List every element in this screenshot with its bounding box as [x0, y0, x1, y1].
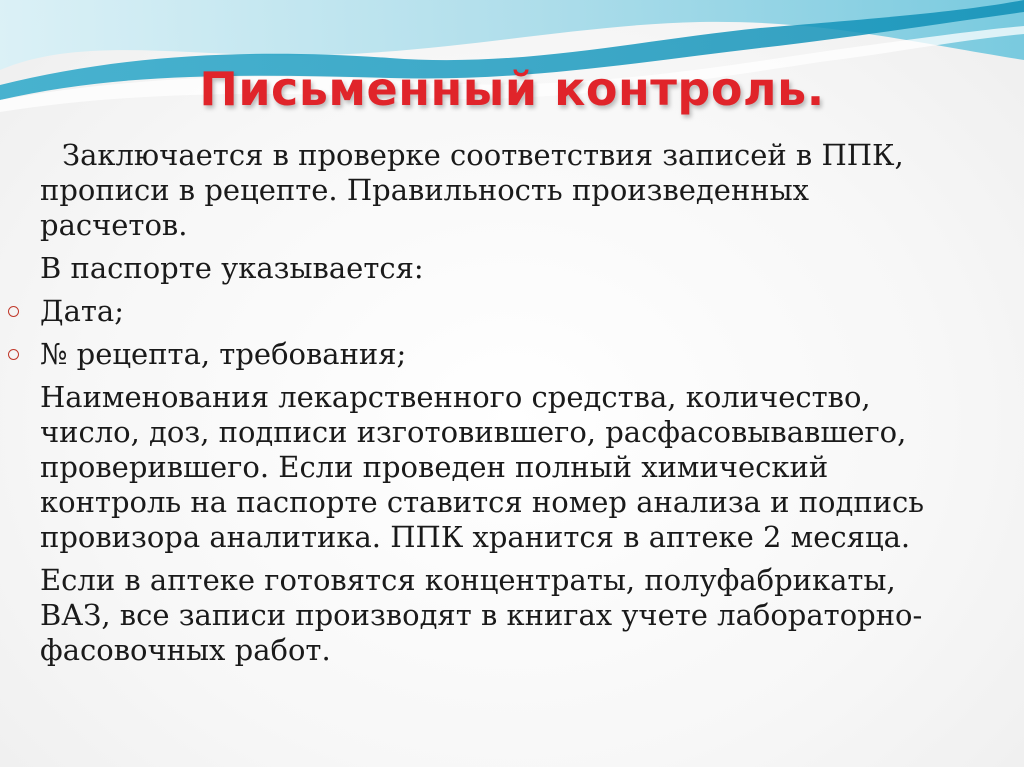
paragraph-passport [40, 251, 984, 286]
paragraph-intro [40, 138, 984, 243]
bullet-text: Дата; [40, 294, 124, 328]
text-line: Заключается в проверке соответствия записей в ППК, [62, 138, 904, 172]
paragraph-concentrates [40, 563, 984, 668]
circle-bullet-icon [8, 349, 19, 360]
text-line: Если в аптеке готовятся концентраты, полуфабрикаты, [40, 563, 896, 597]
bullet-text: № рецепта, требования; [40, 337, 407, 371]
text-line: провизора аналитика. ППК хранится в аптеке 2 месяца. [40, 520, 911, 554]
text-line: число, доз, подписи изготовившего, расфасовывавшего, [40, 415, 907, 449]
text-line: Наименования лекарственного средства, количество, [40, 380, 871, 414]
slide-title: Письменный контроль. [199, 62, 825, 116]
bullet-item-recipe [40, 337, 984, 372]
text-line: В паспорте указывается: [40, 251, 424, 285]
text-line: проверившего. Если проведен полный химический [40, 450, 829, 484]
slide-body [0, 138, 1024, 676]
bullet-item-date [40, 294, 984, 329]
text-line: фасовочных работ. [40, 633, 331, 667]
paragraph-names [40, 380, 984, 555]
text-line: прописи в рецепте. Правильность произведенных [40, 173, 810, 207]
text-line: расчетов. [40, 208, 188, 242]
text-line: контроль на паспорте ставится номер анализа и подпись [40, 485, 925, 519]
text-line: ВАЗ, все записи производят в книгах учете лабораторно- [40, 598, 923, 632]
circle-bullet-icon [8, 306, 19, 317]
